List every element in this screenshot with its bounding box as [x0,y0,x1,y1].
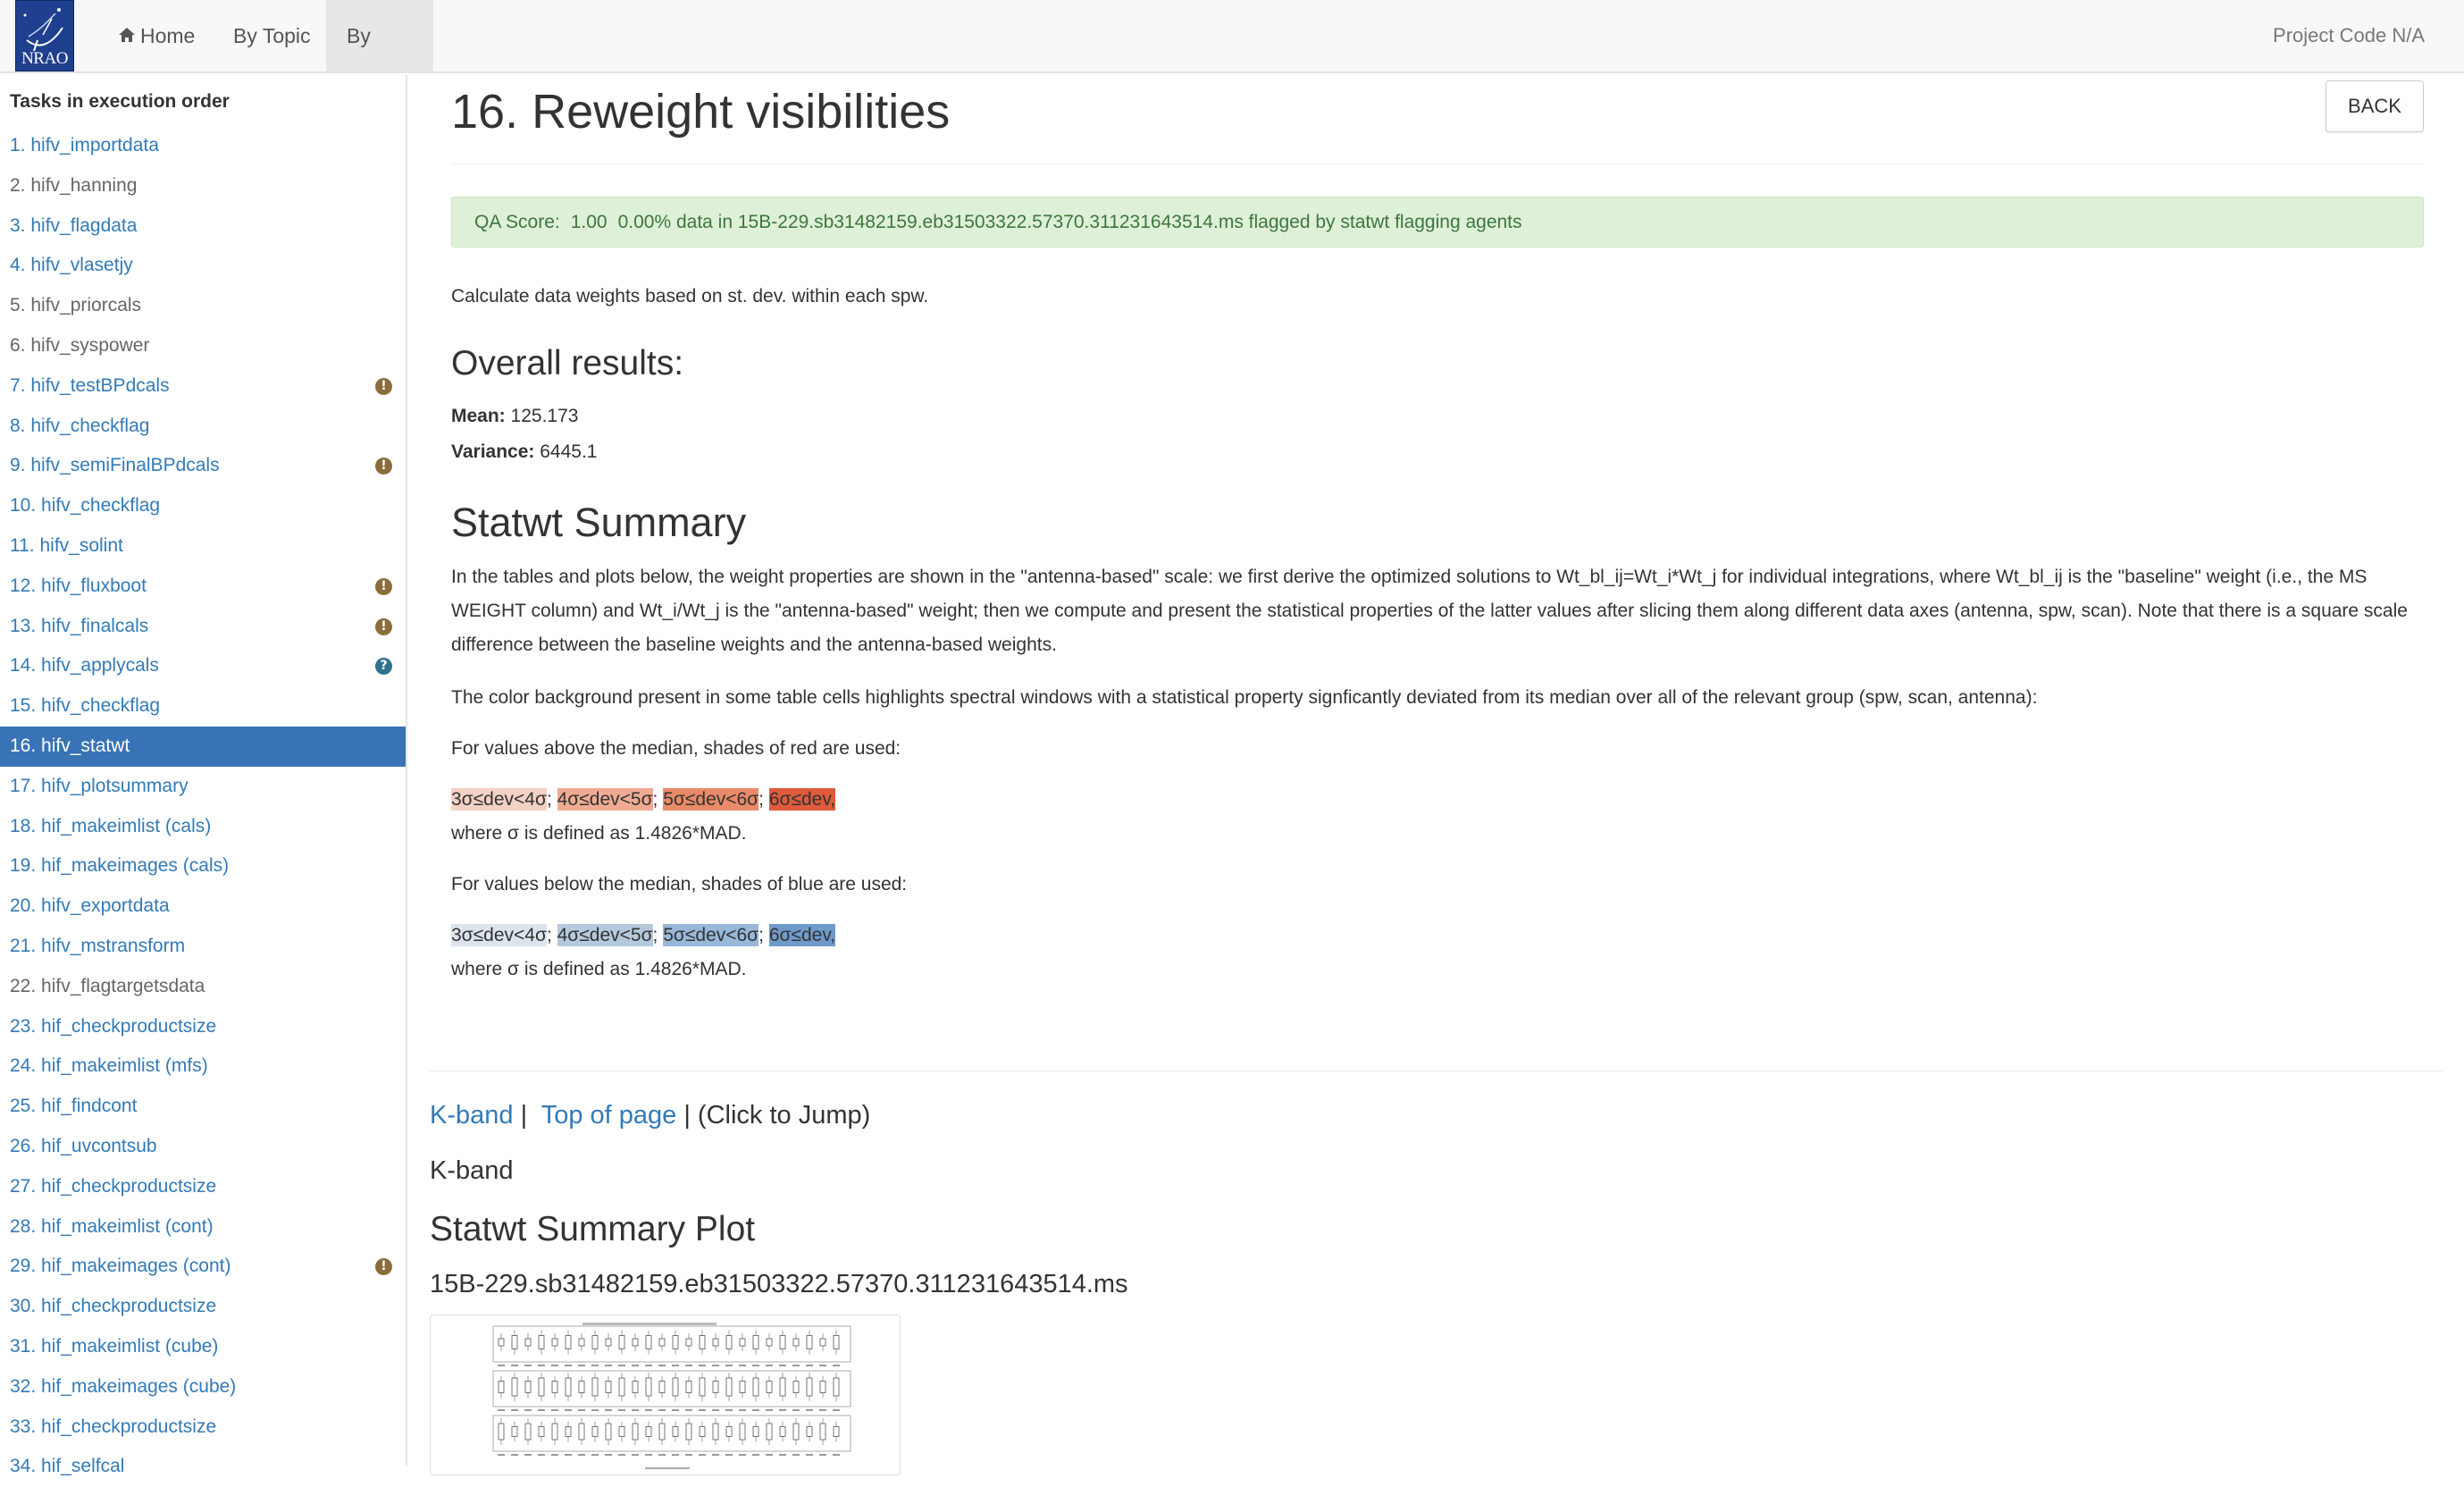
thumbnail-tick-label-mark [524,1365,532,1366]
thumbnail-box [713,1424,718,1440]
thumbnail-tick-label-mark [833,1365,840,1366]
variance-label: Variance: [451,441,535,462]
sidebar-task-label: 32. hif_makeimages (cube) [10,1375,237,1397]
summary-paragraph-1: In the tables and plots below, the weight properties are shown in the "antenna-based" scale: we first derive the optimized solutions to Wt_bl_ij=Wt_i*Wt_j for individual integrations, where Wt_bl_ij is the "baseline" weight (i.e., the MS WEIGHT column) and Wt_i/Wt_j is the "antenna-based" weight; then we compute and present the statistical properties of the latter values after slicing them along different data axes (antenna, spw, scan). Note that there is a square scale difference between the baseline weights and the antenna-based weights. [451,567,2408,655]
nav-home-label: Home [140,24,196,47]
sidebar-task-label: 8. hifv_checkflag [10,415,150,436]
thumbnail-tick-label-mark [766,1409,773,1411]
thumbnail-tick-label-mark [578,1454,585,1456]
sidebar-task-item[interactable] [0,686,406,727]
thumbnail-tick-label-mark [645,1409,652,1411]
sidebar-task-item[interactable] [0,407,406,447]
warning-icon: ! [375,458,392,475]
red-legend-5sigma: 5σ≤dev<6σ [663,789,759,810]
overall-results-heading: Overall results: [451,344,684,382]
sidebar-task-item[interactable] [0,366,406,407]
thumbnail-tick-label-mark [739,1365,746,1366]
thumbnail-tick-label-mark [792,1365,800,1366]
thumbnail-tick-label-mark [819,1365,826,1366]
sidebar-task-label: 6. hifv_syspower [10,334,150,356]
thumbnail-box [633,1424,638,1440]
thumbnail-tick-label-mark [605,1365,612,1366]
mean-label: Mean: [451,406,506,426]
blue-legend-5sigma: 5σ≤dev<6σ [663,925,759,945]
thumbnail-tick-label-mark [645,1365,652,1366]
sidebar-task-label: 26. hif_uvcontsub [10,1135,157,1156]
thumbnail-tick-label-mark [712,1365,719,1366]
thumbnail-box [700,1427,705,1437]
warning-icon: ! [375,1258,392,1275]
qa-score-label: QA Score: [474,212,560,232]
thumbnail-box [820,1382,826,1393]
thumbnail-tick-label-mark [578,1409,585,1411]
sidebar-task-item[interactable] [0,886,406,927]
thumbnail-box [579,1424,584,1440]
thumbnail-box [780,1336,785,1349]
thumbnail-box [820,1424,826,1440]
thumbnail-box [767,1339,772,1346]
sidebar-task-label: 28. hif_makeimlist (cont) [10,1215,214,1237]
jump-bar: K-band | Top of page | (Click to Jump) [430,1101,871,1130]
thumbnail-tick-label-mark [524,1409,532,1411]
thumbnail-box [539,1427,544,1437]
thumbnail-box [807,1336,812,1349]
thumbnail-tick-label-mark [578,1365,585,1366]
thumbnail-tick-label-mark [672,1409,679,1411]
sidebar-task-item[interactable] [0,1247,406,1287]
red-legend-3sigma: 3σ≤dev<4σ [451,789,547,810]
thumbnail-tick-label-mark [645,1454,652,1456]
thumbnail-box [659,1424,665,1440]
nav-by-topic[interactable]: By Topic [233,24,311,47]
thumbnail-tick-label-mark [766,1454,773,1456]
thumbnail-box [659,1339,665,1346]
thumbnail-box [834,1427,839,1437]
sidebar-task-label: 10. hifv_checkflag [10,495,161,517]
sidebar-task-label: 7. hifv_testBPdcals [10,374,170,396]
project-code: Project Code N/A [2273,24,2425,46]
thumbnail-tick-label-mark [498,1365,505,1366]
thumbnail-tick-label-mark [511,1454,518,1456]
mean-value: 125.173 [510,406,579,426]
thumbnail-box [820,1339,826,1346]
thumbnail-tick-label-mark [551,1454,558,1456]
thumbnail-tick-label-mark [792,1454,800,1456]
thumbnail-box [646,1336,651,1349]
sidebar-task-item[interactable] [0,206,406,247]
sidebar-task-label: 3. hifv_flagdata [10,214,138,236]
sidebar-task-label: 14. hifv_applycals [10,655,159,676]
sigma-note-red: where σ is defined as 1.4826*MAD. [451,823,747,844]
thumbnail-box [753,1336,758,1349]
thumbnail-box [780,1378,785,1396]
thumbnail-box [566,1336,571,1349]
thumbnail-box [512,1427,517,1437]
top-navbar [0,0,2464,73]
thumbnail-box [606,1339,611,1346]
sidebar-task-label: 25. hif_findcont [10,1096,138,1117]
thumbnail-box [566,1378,571,1396]
thumbnail-tick-label-mark [779,1454,786,1456]
sidebar-task-label: 22. hifv_flagtargetsdata [10,975,205,996]
summary-paragraph-2: The color background present in some table cells highlights spectral windows with a statistical property signficantly deviated from its median over all of the relevant group (spw, scan, antenna): [451,687,2038,708]
thumbnail-box [539,1336,544,1349]
thumbnail-tick-label-mark [632,1454,639,1456]
thumbnail-tick-label-mark [591,1365,599,1366]
thumbnail-tick-label-mark [806,1409,813,1411]
thumbnail-tick-label-mark [618,1365,625,1366]
thumbnail-box [579,1382,584,1393]
thumbnail-tick-label-mark [699,1454,706,1456]
sidebar-task-item[interactable] [0,246,406,286]
thumbnail-tick-label-mark [806,1454,813,1456]
thumbnail-box [592,1378,598,1396]
thumbnail-tick-label-mark [779,1409,786,1411]
statwt-plot-thumbnail[interactable] [430,1315,901,1475]
thumbnail-box [793,1424,799,1440]
thumbnail-box [740,1339,745,1346]
thumbnail-box [633,1382,638,1393]
sidebar-task-label: 20. hifv_exportdata [10,895,170,917]
thumbnail-box [807,1378,812,1396]
sigma-note-blue: where σ is defined as 1.4826*MAD. [451,959,747,979]
sidebar-task-item [0,286,406,326]
sidebar-task-label: 27. hif_checkproductsize [10,1175,217,1197]
blue-legend-4sigma: 4σ≤dev<5σ [557,925,653,945]
sidebar-task-label: 34. hif_selfcal [10,1456,125,1477]
back-button[interactable]: BACK [2326,80,2424,132]
sidebar-task-label: 21. hifv_mstransform [10,935,186,956]
sidebar-task-label: 31. hif_makeimlist (cube) [10,1335,219,1357]
thumbnail-box [566,1427,571,1437]
sidebar-task-label: 33. hif_checkproductsize [10,1416,217,1437]
thumbnail-tick-label-mark [672,1365,679,1366]
thumbnail-box [807,1427,812,1437]
thumbnail-tick-label-mark [565,1365,572,1366]
thumbnail-box [686,1424,691,1440]
thumbnail-box [659,1382,665,1393]
thumbnail-box [592,1336,598,1349]
thumbnail-tick-label-mark [725,1365,733,1366]
sidebar-task-label: 17. hifv_plotsummary [10,775,189,796]
thumbnail-box [834,1378,839,1396]
sidebar-task-item[interactable] [0,526,406,567]
thumbnail-tick-label-mark [725,1409,733,1411]
thumbnail-box [673,1427,678,1437]
thumbnail-box [646,1378,651,1396]
thumbnail-tick-label-mark [605,1454,612,1456]
jump-kband-link[interactable]: K-band [430,1101,514,1130]
thumbnail-tick-label-mark [632,1409,639,1411]
qa-score-alert [451,197,2424,248]
thumbnail-tick-label-mark [565,1409,572,1411]
thumbnail-box [499,1424,504,1440]
sidebar-task-item[interactable] [0,1167,406,1207]
thumbnail-tick-label-mark [538,1409,545,1411]
sidebar-task-item[interactable] [0,1287,406,1327]
sidebar-task-item[interactable] [0,1207,406,1248]
thumbnail-tick-label-mark [672,1454,679,1456]
thumbnail-tick-label-mark [538,1365,545,1366]
sidebar-task-item [0,166,406,206]
thumbnail-tick-label-mark [819,1454,826,1456]
thumbnail-box [512,1336,517,1349]
sidebar-task-label: 9. hifv_semiFinalBPdcals [10,455,220,476]
thumbnail-tick-label-mark [833,1409,840,1411]
thumbnail-tick-label-mark [752,1454,759,1456]
thumbnail-tick-label-mark [551,1365,558,1366]
thumbnail-box [552,1382,557,1393]
sidebar-task-item[interactable] [0,1087,406,1127]
thumbnail-tick-label-mark [498,1454,505,1456]
thumbnail-box [673,1378,678,1396]
thumbnail-box [767,1382,772,1393]
thumbnail-tick-label-mark [752,1365,759,1366]
sidebar-heading: Tasks in execution order [10,91,230,112]
thumbnail-tick-label-mark [591,1409,599,1411]
thumbnail-tick-label-mark [658,1454,666,1456]
thumbnail-tick-label-mark [591,1454,599,1456]
thumbnail-box [686,1339,691,1346]
sidebar-task-item[interactable] [0,927,406,967]
thumbnail-box [619,1378,624,1396]
thumbnail-box [740,1424,745,1440]
thumbnail-box [753,1427,758,1437]
thumbnail-tick-label-mark [699,1365,706,1366]
thumbnail-box [499,1339,504,1346]
warning-icon: ! [375,578,392,595]
thumbnail-tick-label-mark [712,1409,719,1411]
blue-legend-3sigma: 3σ≤dev<4σ [451,925,547,945]
thumbnail-box [619,1336,624,1349]
sidebar-task-label: 24. hif_makeimlist (mfs) [10,1055,208,1077]
main-content [409,75,2464,1466]
sidebar-task-item[interactable] [0,486,406,526]
red-legend: 3σ≤dev<4σ; 4σ≤dev<5σ; 5σ≤dev<6σ; 6σ≤dev, [451,789,836,810]
qa-message: 0.00% data in 15B-229.sb31482159.eb31503322.57370.311231643514.ms flagged by statwt flagging agents [617,212,1522,232]
sidebar-task-label: 15. hifv_checkflag [10,695,161,717]
warning-icon: ! [375,378,392,395]
sidebar-task-item[interactable] [0,727,406,767]
thumbnail-tick-label-mark [605,1409,612,1411]
thumbnail-box [726,1336,732,1349]
thumbnail-tick-label-mark [739,1409,746,1411]
thumbnail-box [552,1424,557,1440]
thumbnail-axis-label-mark [645,1467,690,1469]
thumbnail-box [700,1378,705,1396]
thumbnail-box [793,1339,799,1346]
sidebar-task-item [0,967,406,1007]
thumbnail-tick-label-mark [618,1454,625,1456]
thumbnail-tick-label-mark [766,1365,773,1366]
plot-heading: Statwt Summary Plot [430,1210,756,1248]
sidebar-task-label: 4. hifv_vlasetjy [10,255,133,276]
sidebar-task-item[interactable] [0,1327,406,1367]
thumbnail-tick-label-mark [565,1454,572,1456]
thumbnail-box [619,1427,624,1437]
mean-row [451,406,578,427]
thumbnail-tick-label-mark [792,1409,800,1411]
thumbnail-box [592,1427,598,1437]
thumbnail-box [646,1427,651,1437]
nav-by-task[interactable]: By [326,0,433,71]
sidebar-task-label: 19. hif_makeimages (cals) [10,855,230,877]
thumbnail-title-mark [582,1323,717,1325]
thumbnail-tick-label-mark [498,1409,505,1411]
boxplot-thumbnail-image [431,1315,901,1476]
sidebar-task-item[interactable] [0,1447,406,1487]
thumbnail-tick-label-mark [685,1409,692,1411]
thumbnail-tick-label-mark [658,1365,666,1366]
sidebar-task-item[interactable] [0,126,406,166]
thumbnail-tick-label-mark [752,1409,759,1411]
sidebar-task-label: 13. hifv_finalcals [10,615,149,636]
thumbnail-box [713,1339,718,1346]
sidebar-task-label: 29. hif_makeimages (cont) [10,1256,231,1277]
below-median-text: For values below the median, shades of blue are used: [451,874,908,895]
thumbnail-box [552,1339,557,1346]
thumbnail-box [753,1378,758,1396]
thumbnail-box [606,1424,611,1440]
sidebar-task-item[interactable] [0,1407,406,1448]
thumbnail-tick-label-mark [833,1454,840,1456]
red-legend-4sigma: 4σ≤dev<5σ [557,789,653,810]
jump-top-link[interactable]: Top of page [541,1101,677,1130]
thumbnail-box [713,1382,718,1393]
sidebar-task-label: 2. hifv_hanning [10,174,138,196]
thumbnail-tick-label-mark [739,1454,746,1456]
blue-legend: 3σ≤dev<4σ; 4σ≤dev<5σ; 5σ≤dev<6σ; 6σ≤dev, [451,925,836,945]
thumbnail-tick-label-mark [685,1454,692,1456]
thumbnail-box [525,1339,531,1346]
variance-row [451,441,597,463]
thumbnail-tick-label-mark [779,1365,786,1366]
thumbnail-tick-label-mark [632,1365,639,1366]
thumbnail-box [512,1378,517,1396]
sidebar-task-item[interactable] [0,1367,406,1407]
above-median-text: For values above the median, shades of red are used: [451,738,901,759]
thumbnail-tick-label-mark [725,1454,733,1456]
task-list [0,126,406,1487]
thumbnail-tick-label-mark [712,1454,719,1456]
warning-icon: ! [375,618,392,635]
thumbnail-tick-label-mark [618,1409,625,1411]
thumbnail-tick-label-mark [819,1409,826,1411]
thumbnail-box [525,1424,531,1440]
nav-home[interactable] [96,0,215,71]
sidebar-task-label: 11. hifv_solint [10,534,123,556]
thumbnail-tick-label-mark [538,1454,545,1456]
red-legend-6sigma: 6σ≤dev, [768,789,836,810]
thumbnail-box [606,1382,611,1393]
thumbnail-box [673,1336,678,1349]
qa-score-value: 1.00 [570,212,608,232]
thumbnail-tick-label-mark [699,1409,706,1411]
sidebar-task-item [0,326,406,366]
logo-text: NRAO [21,49,68,68]
sidebar-task-label: 5. hifv_priorcals [10,295,142,316]
thumbnail-box [633,1339,638,1346]
thumbnail-box [740,1382,745,1393]
task-description: Calculate data weights based on st. dev. within each spw. [451,286,929,307]
thumbnail-box [525,1382,531,1393]
sidebar-task-item[interactable] [0,567,406,607]
thumbnail-box [834,1336,839,1349]
task-sidebar [0,75,407,1477]
thumbnail-box [499,1382,504,1393]
sidebar-task-item[interactable] [0,1127,406,1167]
sidebar-task-item[interactable] [0,846,406,886]
blue-legend-6sigma: 6σ≤dev, [768,925,836,945]
page-title: 16. Reweight visibilities [451,85,951,139]
thumbnail-tick-label-mark [524,1454,532,1456]
sidebar-task-label: 16. hifv_statwt [10,735,130,756]
thumbnail-box [579,1339,584,1346]
thumbnail-box [539,1378,544,1396]
sidebar-task-item[interactable] [0,646,406,686]
sidebar-task-item[interactable] [0,446,406,486]
jump-hint: | (Click to Jump) [683,1101,871,1130]
sidebar-task-label: 1. hifv_importdata [10,135,159,155]
thumbnail-box [726,1427,732,1437]
ms-name-heading: 15B-229.sb31482159.eb31503322.57370.311231643514.ms [430,1270,1128,1298]
sidebar-task-item[interactable] [0,1046,406,1087]
thumbnail-tick-label-mark [551,1409,558,1411]
sidebar-task-label: 18. hif_makeimlist (cals) [10,815,212,836]
thumbnail-tick-label-mark [685,1365,692,1366]
thumbnail-box [767,1424,772,1440]
thumbnail-tick-label-mark [511,1409,518,1411]
band-heading: K-band [430,1156,514,1185]
sidebar-task-label: 23. hif_checkproductsize [10,1015,217,1037]
sidebar-task-label: 30. hif_checkproductsize [10,1296,217,1317]
thumbnail-tick-label-mark [806,1365,813,1366]
thumbnail-box [780,1427,785,1437]
variance-value: 6445.1 [540,441,598,462]
home-icon [117,26,137,44]
info-icon: ? [375,658,392,675]
sidebar-task-item[interactable] [0,1007,406,1047]
thumbnail-tick-label-mark [511,1365,518,1366]
sidebar-task-item[interactable] [0,807,406,847]
sidebar-task-item[interactable] [0,767,406,807]
statwt-summary-heading: Statwt Summary [451,500,747,545]
thumbnail-box [686,1382,691,1393]
thumbnail-box [726,1378,732,1396]
nrao-logo[interactable] [15,0,74,71]
thumbnail-box [700,1336,705,1349]
sidebar-task-label: 12. hifv_fluxboot [10,575,147,596]
sidebar-task-item[interactable] [0,607,406,647]
thumbnail-box [793,1382,799,1393]
thumbnail-tick-label-mark [658,1409,666,1411]
